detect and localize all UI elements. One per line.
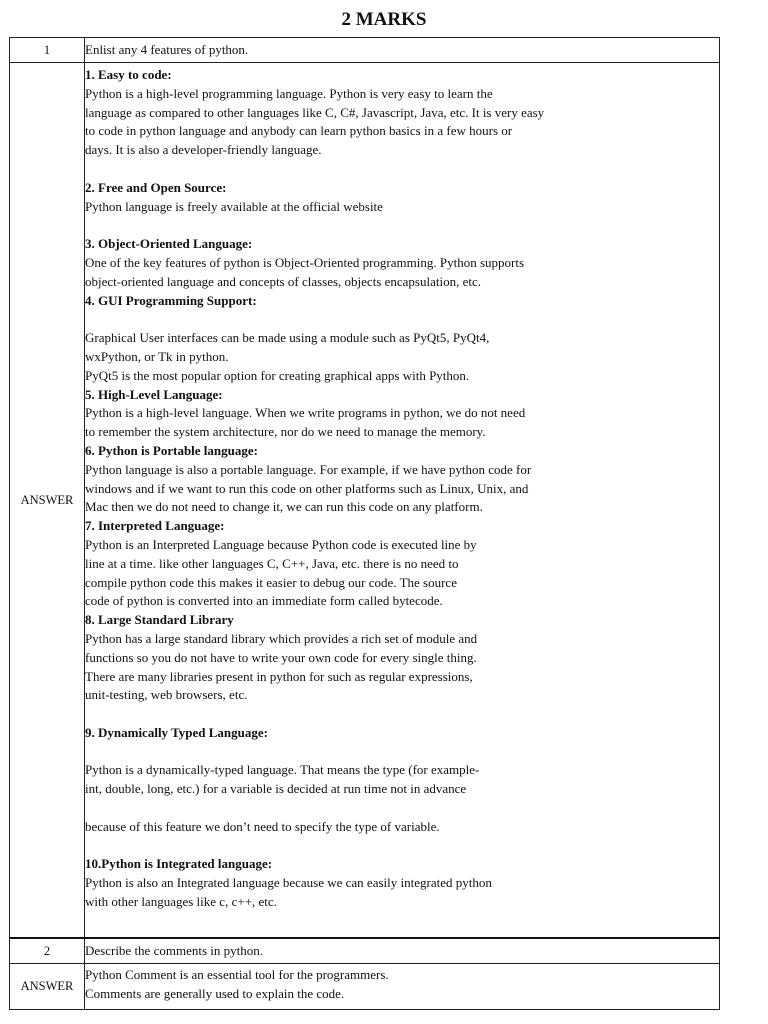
- section-heading: 7. Interpreted Language:: [85, 518, 225, 534]
- answer-line: line at a time. like other languages C, C++, Java, etc. there is no need to: [85, 555, 459, 571]
- question-row-1: [10, 38, 720, 63]
- answer-line: windows and if we want to run this code on other platforms such as Linux, Unix, and: [85, 480, 529, 496]
- answer-line: compile python code this makes it easier to debug our code. The source: [85, 574, 457, 590]
- answer-line: Mac then we do not need to change it, we can run this code on any platform.: [85, 499, 483, 515]
- blank-line: [85, 743, 719, 762]
- answer-line: Graphical User interfaces can be made using a module such as PyQt5, PyQt4,: [85, 330, 490, 346]
- answer-line: code of python is converted into an immediate form called bytecode.: [85, 593, 443, 609]
- blank-line: [85, 837, 719, 856]
- answer-line: Python is a high-level language. When we write programs in python, we do not need: [85, 405, 526, 421]
- answer-line: int, double, long, etc.) for a variable is decided at run time not in advance: [85, 781, 467, 797]
- section-heading: 4. GUI Programming Support:: [85, 292, 257, 308]
- answer-text: [85, 63, 720, 939]
- question-row-2: [10, 938, 720, 964]
- answer-line: Python is a dynamically-typed language. That means the type (for example-: [85, 762, 480, 778]
- answer-lines: [85, 66, 719, 912]
- section-heading: 6. Python is Portable language:: [85, 442, 258, 458]
- question-number: 1: [10, 38, 85, 63]
- blank-line: [85, 310, 719, 329]
- answer-line: wxPython, or Tk in python.: [85, 348, 229, 364]
- question-number: 2: [10, 938, 85, 964]
- answer-line: functions so you do not have to write your own code for every single thing.: [85, 649, 477, 665]
- page-title: 2 MARKS: [341, 9, 427, 30]
- blank-line: [85, 799, 719, 818]
- section-heading: 2. Free and Open Source:: [85, 179, 227, 195]
- blank-line: [85, 160, 719, 179]
- answer-line: Python has a large standard library which provides a rich set of module and: [85, 630, 478, 646]
- answer-line: PyQt5 is the most popular option for creating graphical apps with Python.: [85, 367, 470, 383]
- answer-line: unit-testing, web browsers, etc.: [85, 687, 248, 703]
- answer-line: Python is also an Integrated language because we can easily integrated python: [85, 875, 492, 891]
- answer-line: because of this feature we don’t need to specify the type of variable.: [85, 818, 440, 834]
- section-heading: 8. Large Standard Library: [85, 612, 234, 628]
- answer-line: Python language is also a portable language. For example, if we have python code for: [85, 461, 532, 477]
- answer-line: to code in python language and anybody can learn python basics in a few hours or: [85, 123, 513, 139]
- section-heading: 1. Easy to code:: [85, 67, 172, 82]
- qa-table: [9, 37, 720, 1010]
- answer-line: Python is a high-level programming language. Python is very easy to learn the: [85, 85, 493, 101]
- answer-label: ANSWER: [10, 964, 85, 1010]
- section-heading: 9. Dynamically Typed Language:: [85, 724, 268, 740]
- answer-line: days. It is also a developer-friendly language.: [85, 142, 322, 158]
- section-heading: 5. High-Level Language:: [85, 386, 223, 402]
- answer-line: object-oriented language and concepts of classes, objects encapsulation, etc.: [85, 273, 481, 289]
- answer-line: language as compared to other languages like C, C#, Javascript, Java, etc. It is very easy: [85, 104, 545, 120]
- section-heading: 10.Python is Integrated language:: [85, 856, 273, 872]
- blank-line: [85, 216, 719, 235]
- answer-text: [85, 964, 720, 1010]
- answer-line: There are many libraries present in python for such as regular expressions,: [85, 668, 473, 684]
- question-text: Enlist any 4 features of python.: [85, 38, 720, 63]
- answer-label: ANSWER: [10, 63, 85, 939]
- answer-row-1: [10, 63, 720, 939]
- answer-row-2: [10, 964, 720, 1010]
- question-text: Describe the comments in python.: [85, 938, 720, 964]
- answer-line: Python Comment is an essential tool for the programmers.: [85, 967, 389, 982]
- answer-line: Python language is freely available at the official website: [85, 198, 383, 214]
- answer-line: Comments are generally used to explain the code.: [85, 985, 345, 1001]
- answer-line: to remember the system architecture, nor do we need to manage the memory.: [85, 424, 486, 440]
- answer-line: Python is an Interpreted Language because Python code is executed line by: [85, 536, 477, 552]
- blank-line: [85, 705, 719, 724]
- section-heading: 3. Object-Oriented Language:: [85, 236, 253, 252]
- answer-line: One of the key features of python is Object-Oriented programming. Python supports: [85, 254, 525, 270]
- answer-line: with other languages like c, c++, etc.: [85, 894, 277, 910]
- answer-lines: [85, 966, 719, 1004]
